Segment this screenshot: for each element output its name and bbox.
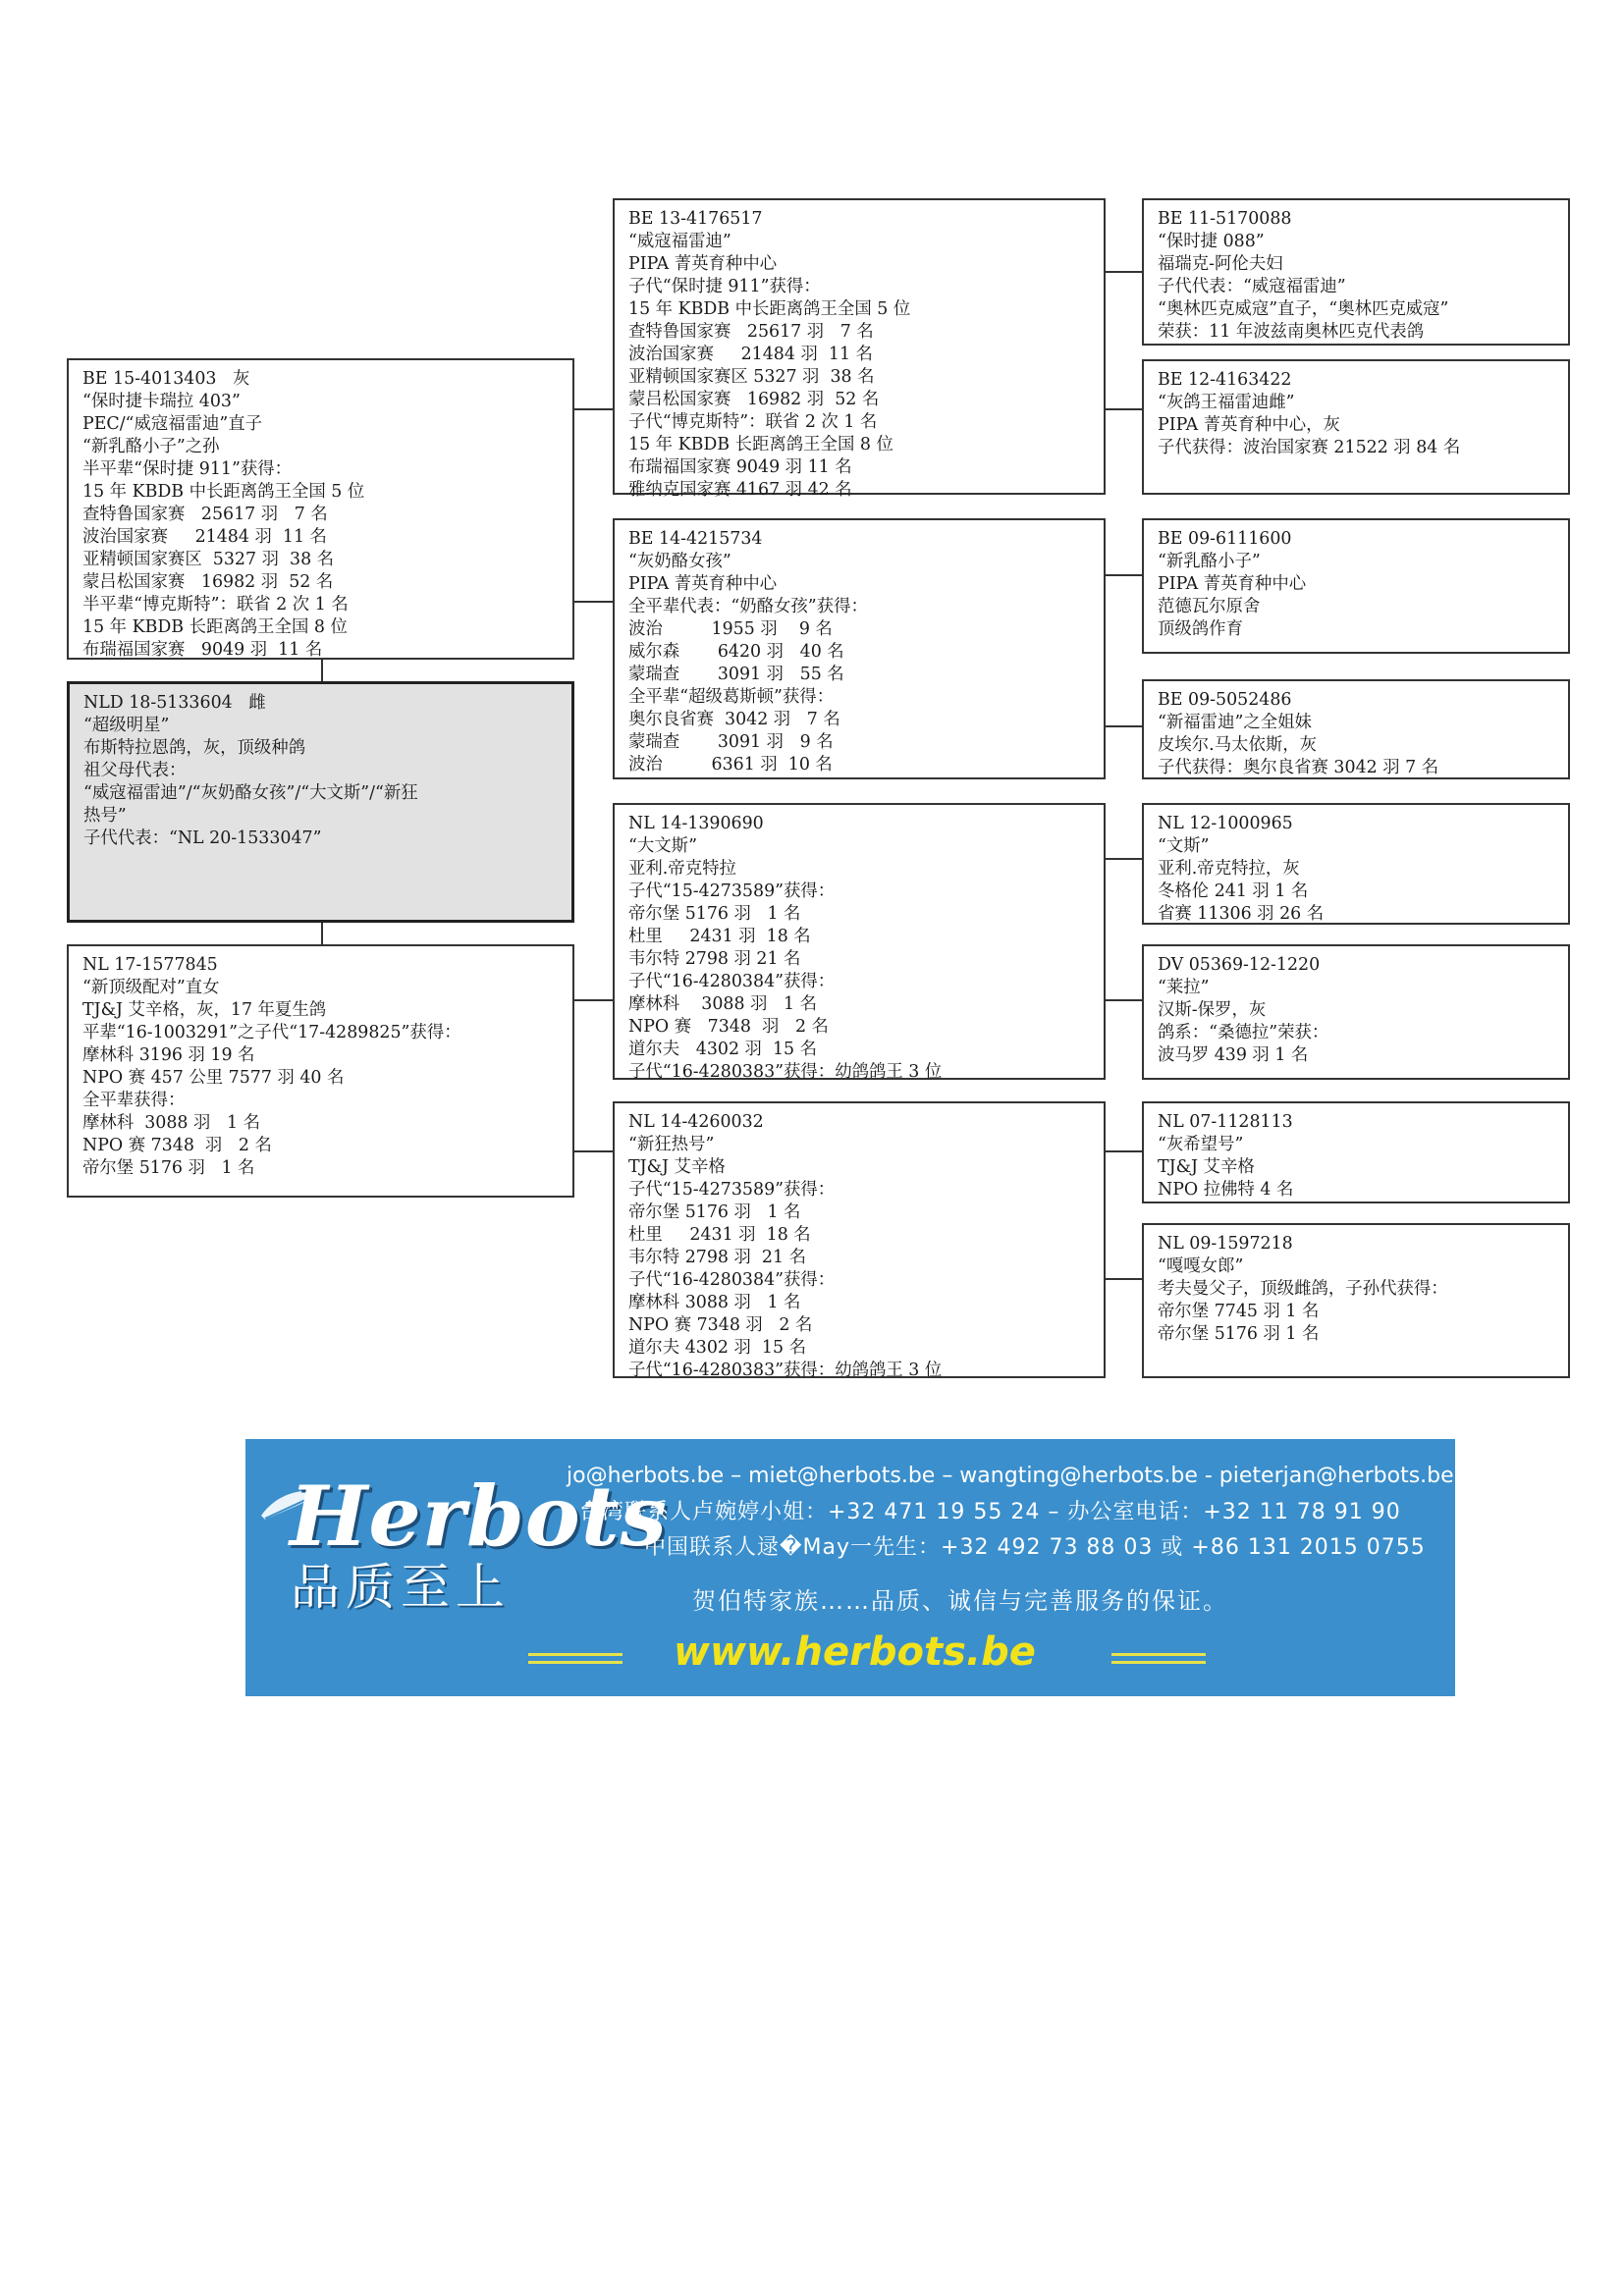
connector-sd-sds [1105,574,1144,576]
card-text-line: 子代“16-4280384”获得： [628,1270,836,1290]
card-text-line: 子代获得：奥尔良省赛 3042 羽 7 名 [1158,758,1439,777]
card-text-line: 汉斯-保罗，灰 [1158,1000,1267,1020]
card-text-line: 蒙瑞查 3091 羽 9 名 [628,732,834,752]
slogan-text: 品质至上 [291,1559,511,1616]
card-text-line: 子代代表：“NL 20-1533047” [83,828,322,848]
card-text-line: 帝尔堡 7745 羽 1 名 [1158,1302,1320,1321]
card-text-line: 蒙瑞查 3091 羽 55 名 [628,665,844,684]
card-text-line: 15 年 KBDB 中长距离鸽王全国 5 位 [628,299,911,319]
card-text-line: 布斯特拉恩鸽，灰，顶级种鸽 [83,738,306,758]
card-text-line: 帝尔堡 5176 羽 1 名 [628,904,801,924]
card-text-line: 杜里 2431 羽 18 名 [628,1225,811,1245]
card-text-line: “超级明星” [83,716,170,735]
card-text-line: TJ&J 艾辛格 [628,1157,726,1177]
left-deco-line-2 [528,1661,623,1664]
connector-ds-dss [1105,858,1144,860]
sire-dam-card [613,518,1106,779]
sire-sire-card [613,198,1106,500]
card-text-line: “大文斯” [628,836,697,856]
card-text-line: BE 12-4163422 [1158,370,1292,390]
card-text-line: 雅纳克国家赛 4167 羽 42 名 [628,480,852,500]
sire-dam-sire-card [1142,518,1570,654]
motto-text: 贺伯特家族……品质、诚信与完善服务的保证。 [692,1587,1228,1615]
card-text-line: 布瑞福国家赛 9049 羽 11 名 [628,457,852,477]
card-text-line: PIPA 菁英育种中心 [628,574,778,594]
sire-dam-dam-card [1142,679,1570,779]
dam-sire-card [613,803,1106,1080]
sire-card [67,358,574,660]
card-text-line: 顶级鸽作育 [1158,619,1243,639]
card-text-line: “奥林匹克威寇”直子，“奥林匹克威寇” [1158,299,1449,319]
card-text-line: “灰鸽王福雷迪雌” [1158,393,1295,412]
card-text-line: 子代“保时捷 911”获得： [628,277,821,296]
card-text-line: 奥尔良省赛 3042 羽 7 名 [628,710,840,729]
card-text-line: NPO 赛 457 公里 7577 羽 40 名 [82,1068,345,1088]
card-text-line: NL 12-1000965 [1158,814,1293,833]
card-text-line: 子代“16-4280384”获得： [628,972,836,991]
connector-ss-sss [1105,271,1144,273]
card-text-line: NL 07-1128113 [1158,1112,1293,1132]
card-text-line: 子代代表：“威寇福雷迪” [1158,277,1346,296]
card-text-line: NPO 赛 7348 羽 2 名 [82,1136,272,1155]
card-text-line: 平辈“16-1003291”之子代“17-4289825”获得： [82,1023,461,1042]
connector-ss-ssd [1105,408,1144,410]
card-text-line: 半平辈“博克斯特”：联省 2 次 1 名 [82,595,349,614]
card-text-line: “新福雷迪”之全姐妹 [1158,713,1312,732]
card-text-line: 帝尔堡 5176 羽 1 名 [82,1158,255,1178]
website-link[interactable]: www.herbots.be [674,1629,1036,1675]
card-text-line: “新顶级配对”直女 [82,978,220,997]
card-text-line: 子代“16-4280383”获得：幼鸽鸽王 3 位 [628,1062,943,1082]
card-text-line: 冬格伦 241 羽 1 名 [1158,881,1309,901]
card-text-line: 15 年 KBDB 长距离鸽王全国 8 位 [82,617,348,637]
card-text-line: 亚利.帝克特拉 [628,859,736,879]
card-text-line: NPO 赛 7348 羽 2 名 [628,1017,829,1037]
connector-sd-sdd [1105,725,1144,727]
connector-sire-ss [573,408,615,410]
card-text-line: 荣获：11 年波兹南奥林匹克代表鸽 [1158,322,1425,342]
card-text-line: 帝尔堡 5176 羽 1 名 [628,1202,801,1222]
herbots-banner [245,1439,1455,1696]
card-text-line: NPO 拉佛特 4 名 [1158,1180,1294,1200]
card-text-line: PIPA 菁英育种中心 [1158,574,1307,594]
card-text-line: “新狂热号” [628,1135,715,1154]
card-text-line: NLD 18-5133604 雌 [83,693,266,713]
card-text-line: 热号” [83,806,127,826]
card-text-line: PIPA 菁英育种中心，灰 [1158,415,1340,435]
card-text-line: 韦尔特 2798 羽 21 名 [628,1248,806,1267]
card-text-line: BE 09-6111600 [1158,529,1292,549]
card-text-line: 道尔夫 4302 羽 15 名 [628,1338,806,1358]
connector-dd-ddd [1105,1278,1144,1280]
card-text-line: 亚精顿国家赛区 5327 羽 38 名 [82,550,335,569]
card-text-line: 蒙吕松国家赛 16982 羽 52 名 [628,390,880,409]
card-text-line: “新乳酪小子”之孙 [82,437,220,456]
card-text-line: BE 09-5052486 [1158,690,1292,710]
card-text-line: 亚利.帝克特拉，灰 [1158,859,1300,879]
card-text-line: “文斯” [1158,836,1210,856]
card-text-line: 摩林科 3088 羽 1 名 [82,1113,260,1133]
card-text-line: 亚精顿国家赛区 5327 羽 38 名 [628,367,875,387]
dam-card [67,944,574,1198]
card-text-line: 鸽系：“桑德拉”荣获： [1158,1023,1329,1042]
card-text-line: TJ&J 艾辛格 [1158,1157,1255,1177]
card-text-line: 韦尔特 2798 羽 21 名 [628,949,801,969]
dam-sire-sire-card [1142,803,1570,925]
right-deco-line-2 [1111,1661,1206,1664]
card-text-line: 蒙吕松国家赛 16982 羽 52 名 [82,572,334,592]
card-text-line: 福瑞克-阿伦夫妇 [1158,254,1283,274]
card-text-line: PIPA 菁英育种中心 [628,254,778,274]
card-text-line: 摩林科 3088 羽 1 名 [628,994,818,1014]
card-text-line: 波治 6361 羽 10 名 [628,755,833,774]
card-text-line: 摩林科 3196 羽 19 名 [82,1045,255,1065]
card-text-line: DV 05369-12-1220 [1158,955,1321,975]
card-text-line: “保时捷卡瑞拉 403” [82,392,241,411]
card-text-line: 杜里 2431 羽 18 名 [628,927,811,946]
card-text-line: “威寇福雷迪” [628,232,731,251]
card-text-line: 考夫曼父子，顶级雌鸽，子孙代获得： [1158,1279,1448,1299]
card-text-line: 查特鲁国家赛 25617 羽 7 名 [82,505,328,524]
card-text-line: 祖父母代表： [83,761,187,780]
right-deco-line [1111,1653,1206,1656]
card-text-line: 摩林科 3088 羽 1 名 [628,1293,801,1312]
card-text-line: BE 11-5170088 [1158,209,1292,229]
card-text-line: “保时捷 088” [1158,232,1265,251]
card-text-line: “威寇福雷迪”/“灰奶酪女孩”/“大文斯”/“新狂 [83,783,418,803]
card-text-line: 15 年 KBDB 中长距离鸽王全国 5 位 [82,482,365,502]
card-text-line: “莱拉” [1158,978,1210,997]
card-text-line: 威尔森 6420 羽 40 名 [628,642,844,662]
dam-dam-dam-card [1142,1223,1570,1378]
connector-sire-sd [573,601,615,603]
china-contact: 中国联系人逯�May一先生：+32 492 73 88 03 或 +86 131 2015 0755 [644,1535,1426,1560]
subject-pigeon-card [67,681,574,923]
dam-dam-card [613,1101,1106,1378]
card-text-line: NPO 赛 7348 羽 2 名 [628,1315,813,1335]
card-text-line: 全平辈“超级葛斯顿”获得： [628,687,835,707]
card-text-line: 半平辈“保时捷 911”获得： [82,459,293,479]
card-text-line: “灰希望号” [1158,1135,1244,1154]
card-text-line: “新乳酪小子” [1158,552,1261,571]
card-text-line: 全平辈代表：“奶酪女孩”获得： [628,597,868,616]
connector-dam-dd [573,1150,615,1152]
sire-sire-sire-card [1142,198,1570,346]
card-text-line: 皮埃尔.马太依斯，灰 [1158,735,1318,755]
left-deco-line [528,1653,623,1656]
card-text-line: BE 13-4176517 [628,209,763,229]
card-text-line: 15 年 KBDB 长距离鸽王全国 8 位 [628,435,893,454]
card-text-line: 波治 1955 羽 9 名 [628,619,833,639]
card-text-line: NL 09-1597218 [1158,1234,1293,1254]
card-text-line: “灰奶酪女孩” [628,552,731,571]
dam-dam-sire-card [1142,1101,1570,1203]
herbots-logo-text: Herbots [290,1468,668,1565]
connector-dam-ds [573,999,615,1001]
card-text-line: 波治国家赛 21484 羽 11 名 [628,345,873,364]
card-text-line: 全平辈获得： [82,1091,186,1110]
card-text-line: 查特鲁国家赛 25617 羽 7 名 [628,322,874,342]
card-text-line: BE 14-4215734 [628,529,763,549]
card-text-line: 范德瓦尔原舍 [1158,597,1261,616]
card-text-line: 子代获得：波治国家赛 21522 羽 84 名 [1158,438,1461,457]
card-text-line: NL 17-1577845 [82,955,218,975]
card-text-line: TJ&J 艾辛格，灰，17 年夏生鸽 [82,1000,327,1020]
card-text-line: 子代“博克斯特”：联省 2 次 1 名 [628,412,878,432]
connector-subject-dam [321,921,323,946]
dam-sire-dam-card [1142,944,1570,1080]
card-text-line: 波马罗 439 羽 1 名 [1158,1045,1309,1065]
card-text-line: 布瑞福国家赛 9049 羽 11 名 [82,640,323,660]
connector-ds-dsd [1105,999,1144,1001]
connector-dd-dds [1105,1150,1144,1152]
card-text-line: BE 15-4013403 灰 [82,369,250,389]
card-text-line: NL 14-1390690 [628,814,764,833]
card-text-line: “嘎嘎女郎” [1158,1256,1244,1276]
card-text-line: 子代“16-4280383”获得：幼鸽鸽王 3 位 [628,1361,943,1380]
card-text-line: 省赛 11306 羽 26 名 [1158,904,1325,924]
card-text-line: PEC/“威寇福雷迪”直子 [82,414,263,434]
card-text-line: 子代“15-4273589”获得： [628,881,836,901]
card-text-line: NL 14-4260032 [628,1112,764,1132]
card-text-line: 子代“15-4273589”获得： [628,1180,836,1200]
card-text-line: 波治国家赛 21484 羽 11 名 [82,527,327,547]
sire-sire-dam-card [1142,359,1570,495]
card-text-line: 道尔夫 4302 羽 15 名 [628,1040,818,1059]
taiwan-contact: 台湾联系人卢婉婷小姐：+32 471 19 55 24 – 办公室电话：+32 11 78 91 90 [579,1500,1401,1524]
card-text-line: 帝尔堡 5176 羽 1 名 [1158,1324,1320,1344]
contact-emails: jo@herbots.be – miet@herbots.be – wangting@herbots.be - pieterjan@herbots.be [567,1464,1454,1488]
